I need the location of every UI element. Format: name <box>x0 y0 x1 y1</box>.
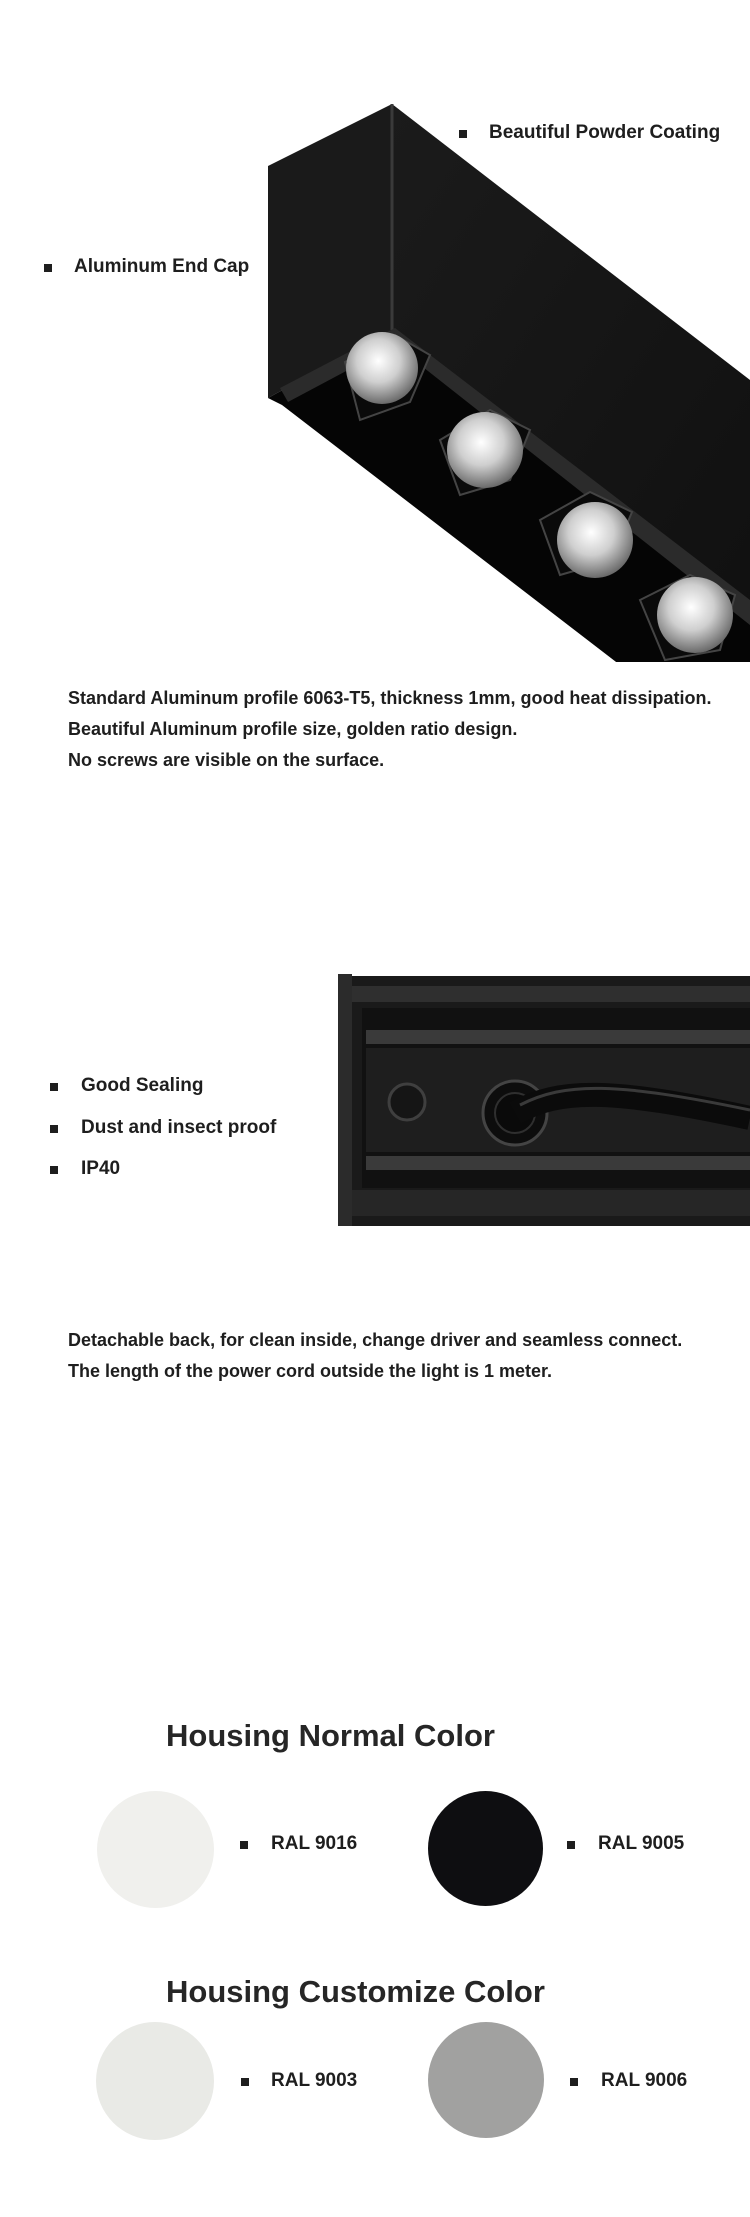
callout-powder-coating: Beautiful Powder Coating <box>489 122 721 143</box>
bullet-icon <box>50 1083 58 1091</box>
feature-good-sealing: Good Sealing <box>81 1075 204 1096</box>
description-line: Detachable back, for clean inside, change driver and seamless connect. <box>68 1330 683 1350</box>
color-swatch-ral-9005 <box>428 1791 543 1906</box>
bullet-icon <box>50 1166 58 1174</box>
normal-color-title: Housing Normal Color <box>166 1718 495 1753</box>
bullet-icon <box>459 130 467 138</box>
bullet-icon <box>50 1125 58 1133</box>
bullet-icon <box>567 1841 575 1849</box>
bullet-icon <box>240 1841 248 1849</box>
feature-dust-proof: Dust and insect proof <box>81 1117 277 1138</box>
description-line: No screws are visible on the surface. <box>68 750 385 770</box>
custom-color-title: Housing Customize Color <box>166 1974 545 2009</box>
color-label-ral-9016: RAL 9016 <box>271 1833 358 1854</box>
bullet-icon <box>241 2078 249 2086</box>
color-label-ral-9005: RAL 9005 <box>598 1833 685 1854</box>
product-profile-image <box>0 0 750 665</box>
color-label-ral-9006: RAL 9006 <box>601 2070 688 2091</box>
description-line: Standard Aluminum profile 6063-T5, thickness 1mm, good heat dissipation. <box>68 688 712 708</box>
color-swatch-ral-9003 <box>96 2022 214 2140</box>
bullet-icon <box>44 264 52 272</box>
bullet-icon <box>570 2078 578 2086</box>
back-view-image <box>330 968 750 1228</box>
color-swatch-ral-9006 <box>428 2022 544 2138</box>
description-line: Beautiful Aluminum profile size, golden ratio design. <box>68 719 518 739</box>
back-description <box>68 1325 738 1387</box>
description-line: The length of the power cord outside the light is 1 meter. <box>68 1361 553 1381</box>
color-swatch-ral-9016 <box>97 1791 214 1908</box>
feature-ip40: IP40 <box>81 1158 121 1179</box>
product-description <box>68 683 738 776</box>
callout-end-cap: Aluminum End Cap <box>74 256 250 277</box>
color-label-ral-9003: RAL 9003 <box>271 2070 358 2091</box>
